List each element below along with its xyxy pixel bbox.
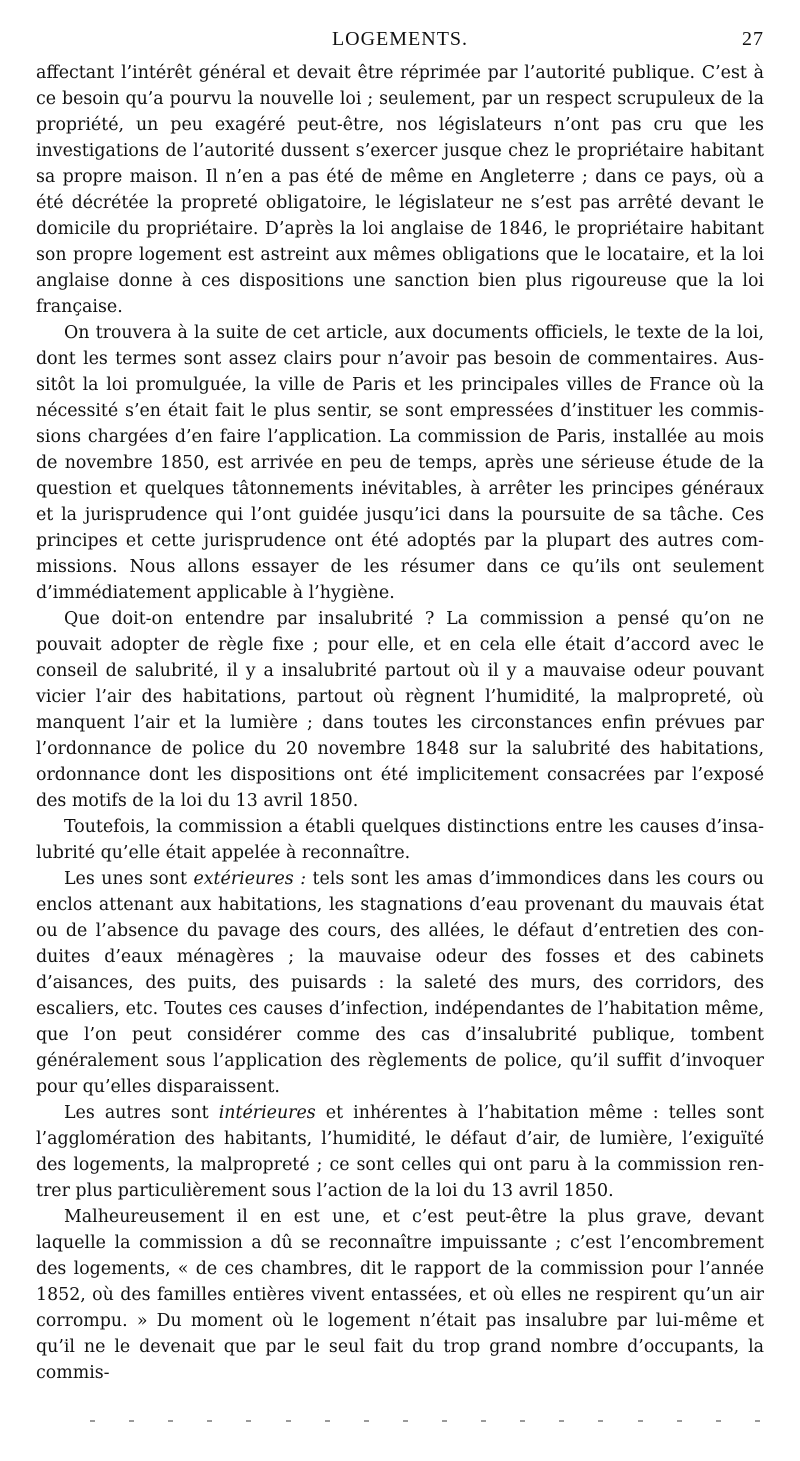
scan-dot (325, 1420, 330, 1422)
body-text (36, 60, 764, 1386)
paragraph-text: On trouvera à la suite de cet article, aux documents officiels, le texte de la loi, dont les termes sont assez clairs pour n’avoir pas besoin de commentaires. Aussitôt la loi promulguée, la ville de Paris et les principales villes de France où la nécessité s’en était fait le plus sentir, se sont empressées d’instituer les commissions chargées d’en faire l’application. La commission de Paris, installée au mois de novembre 1850, est arrivée en peu de temps, après une sérieuse étude de la question et quelques tâtonnements inévitables, à arrêter les principes généraux et la jurisprudence qui l’ont guidée jusqu’ici dans la poursuite de sa tâche. Ces principes et cette jurisprudence ont été adoptés par la plupart des autres commissions. Nous allons essayer de les résumer dans ce qu’ils ont seulement d’immédiatement applicable à l’hygiène. (36, 323, 764, 603)
paragraph-text: Les unes sont (64, 869, 194, 889)
paragraph (36, 606, 764, 814)
italic-term-interieures: intérieures (218, 1103, 316, 1123)
paragraph-text: tels sont les amas d’immondices dans les cours ou enclos attenant aux habitations, les stagnations d’eau provenant du mauvais état ou de l’absence du pavage des cours, des allées, le défaut d’entretien des conduites d’eaux ménagères ; la mauvaise odeur des fosses et des cabinets d’aisances, des puits, des puisards : la saleté des murs, des corridors, des escaliers, etc. Toutes ces causes d’infection, indépendantes de l’habitation même, que l’on peut considérer comme des cas d’insalubrité publique, tombent généralement sous l’application des règlements de police, qu’il suffit d’invoquer pour qu’elles disparaissent. (36, 869, 764, 1097)
paragraph (36, 320, 764, 606)
paragraph-text: et inhérentes à l’habitation même : telles sont l’agglomération des habitants, l’humidité, le défaut d’air, de lumière, l’exiguïté des logements, la malpropreté ; ce sont celles qui ont paru à la commission rentrer plus particulièrement sous l’action de la loi du 13 avril 1850. (36, 1103, 764, 1201)
scan-dot (481, 1420, 486, 1422)
paragraph-text: affectant l’intérêt général et devait être réprimée par l’autorité publique. C’est à ce besoin qu’a pourvu la nouvelle loi ; seulement, par un respect scrupuleux de la propriété, un peu exagéré peut-être, nos législateurs n’ont pas cru que les investigations de l’autorité dussent s’exercer jusque chez le propriétaire habitant sa propre maison. Il n’en a pas été de même en Angleterre ; dans ce pays, où a été décrétée la propreté obligatoire, le législateur ne s’est pas arrêté devant le domicile du propriétaire. D’après la loi anglaise de 1846, le propriétaire habitant son propre logement est astreint aux mêmes obligations que le locataire, et la loi anglaise donne à ces dispositions une sanction bien plus rigoureuse que la loi française. (36, 63, 764, 317)
scan-dot (90, 1420, 95, 1422)
paragraph (36, 1204, 764, 1386)
page-number: 27 (742, 28, 764, 50)
scan-dot (286, 1420, 291, 1422)
book-page (36, 28, 764, 1386)
scan-dot (403, 1420, 408, 1422)
running-head (36, 28, 764, 56)
italic-term-exterieures: extérieures : (193, 869, 307, 889)
scan-dot (207, 1420, 212, 1422)
scan-dot (716, 1420, 721, 1422)
paragraph-text: Malheureusement il en est une, et c’est peut-être la plus grave, devant laquelle la commission a dû se reconnaître impuissante ; c’est l’encombrement des logements, « de ces chambres, dit le rapport de la commission pour l’année 1852, où des familles entières vivent entassées, et où elles ne respirent qu’un air corrompu. » Du moment où le logement n’était pas insalubre par lui-même et qu’il ne le devenait que par le seul fait du trop grand nombre d’occupants, la commis- (36, 1207, 764, 1383)
scan-dot (638, 1420, 643, 1422)
scan-dot (246, 1420, 251, 1422)
paragraph-text: Toutefois, la commission a établi quelques distinctions entre les causes d’insalubrité qu’elle était appelée à reconnaître. (36, 817, 764, 863)
paragraph (36, 1100, 764, 1204)
scan-dot (168, 1420, 173, 1422)
paragraph (36, 60, 764, 320)
scan-dot (677, 1420, 682, 1422)
scan-dot (364, 1420, 369, 1422)
paragraph (36, 866, 764, 1100)
scan-dot (520, 1420, 525, 1422)
paragraph-text: Les autres sont (64, 1103, 219, 1123)
scan-dot (755, 1420, 760, 1422)
paragraph-text: Que doit-on entendre par insalubrité ? La commission a pensé qu’on ne pouvait adopter de règle fixe ; pour elle, et en cela elle était d’accord avec le conseil de salubrité, il y a insalubrité partout où il y a mauvaise odeur pouvant vicier l’air des habitations, partout où règnent l’humidité, la malpropreté, où manquent l’air et la lumière ; dans toutes les circonstances enfin prévues par l’ordonnance de police du 20 novembre 1848 sur la salubrité des habitations, ordonnance dont les dispositions ont été implicitement consacrées par l’exposé des motifs de la loi du 13 avril 1850. (36, 609, 764, 811)
paragraph (36, 814, 764, 866)
scan-dot (129, 1420, 134, 1422)
running-title: LOGEMENTS. (331, 28, 469, 50)
scan-dot (598, 1420, 603, 1422)
scan-artifact-dots (90, 1418, 760, 1424)
scan-dot (442, 1420, 447, 1422)
scan-dot (559, 1420, 564, 1422)
